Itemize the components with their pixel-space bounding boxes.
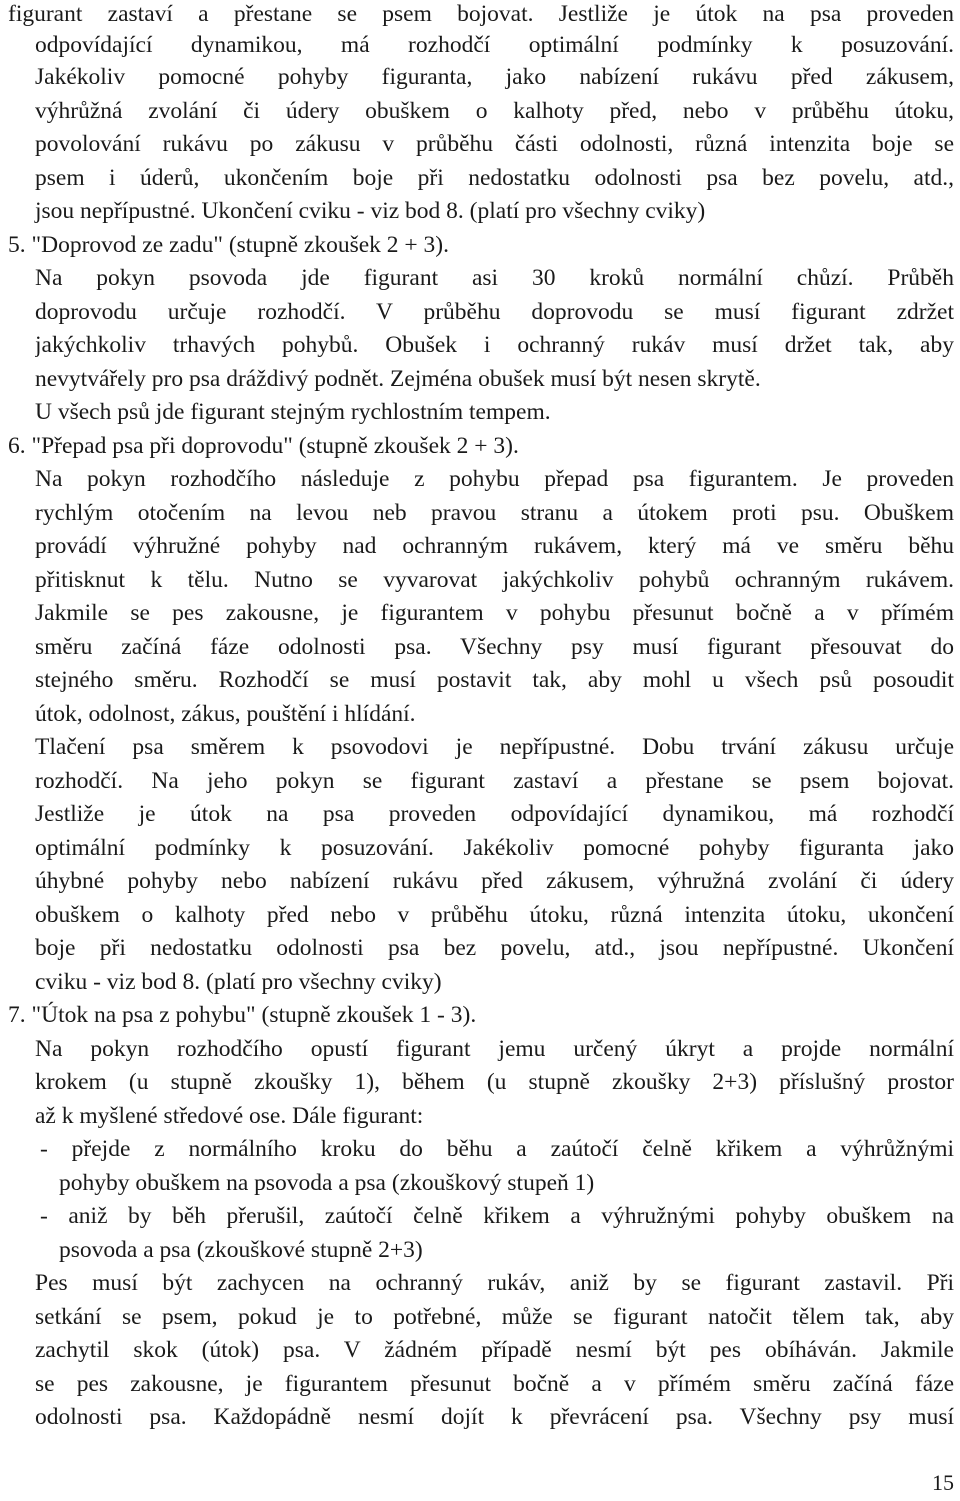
text-line: cviku - viz bod 8. (platí pro všechny cviky) xyxy=(35,969,442,995)
text-line: psem i úderů, ukončením boje při nedostatku odolnosti psa bez povelu, atd., xyxy=(35,165,954,191)
text-line: stejného směru. Rozhodčí se musí postavit tak, aby mohl u všech psů posoudit xyxy=(35,667,954,693)
text-line: provádí výhružné pohyby nad ochranným rukávem, který má ve směru běhu xyxy=(35,533,954,559)
text-line: zachytil skok (útok) psa. V žádném případě nesmí být pes obíháván. Jakmile xyxy=(35,1337,954,1363)
text-line: Pes musí být zachycen na ochranný rukáv, aniž by se figurant zastavil. Při xyxy=(35,1270,954,1296)
text-line: Tlačení psa směrem k psovodovi je nepřípustné. Dobu trvání zákusu určuje xyxy=(35,734,954,760)
text-line: optimální podmínky k posuzování. Jakékoliv pomocné pohyby figuranta jako xyxy=(35,835,954,861)
text-line: setkání se psem, pokud je to potřebné, může se figurant natočit tělem tak, aby xyxy=(35,1304,954,1330)
text-line: až k myšlené středové ose. Dále figurant: xyxy=(35,1103,424,1129)
text-line: jakýchkoliv trhavých pohybů. Obušek i ochranný rukáv musí držet tak, aby xyxy=(35,332,954,358)
text-line: odolnosti psa. Každopádně nesmí dojít k převrácení psa. Všechny psy musí xyxy=(35,1404,954,1430)
list-item: - aniž by běh přerušil, zaútočí čelně křikem a výhružnými pohyby obuškem na xyxy=(40,1203,954,1229)
text-line: útok, odolnost, zákus, pouštění i hlídání. xyxy=(35,701,416,727)
page-number: 15 xyxy=(932,1470,954,1495)
text-line: Jakmile se pes zakousne, je figurantem v pohybu přesunut bočně a v přímém xyxy=(35,600,954,626)
list-item-continuation: psovoda a psa (zkouškové stupně 2+3) xyxy=(59,1237,423,1263)
text-line: odpovídající dynamikou, má rozhodčí optimální podmínky k posuzování. xyxy=(35,32,954,58)
text-line: nevytvářely pro psa dráždivý podnět. Zejména obušek musí být nesen skrytě. xyxy=(35,366,761,392)
text-line: Na pokyn rozhodčího opustí figurant jemu určený úkryt a projde normální xyxy=(35,1036,954,1062)
list-item: - přejde z normálního kroku do běhu a zaútočí čelně křikem a výhrůžnými xyxy=(40,1136,954,1162)
text-line: boje při nedostatku odolnosti psa bez povelu, atd., jsou nepřípustné. Ukončení xyxy=(35,935,954,961)
text-line: obuškem o kalhoty před nebo v průběhu útoku, různá intenzita útoku, ukončení xyxy=(35,902,954,928)
list-item-continuation: pohyby obuškem na psovoda a psa (zkouškový stupeň 1) xyxy=(59,1170,595,1196)
text-line: U všech psů jde figurant stejným rychlostním tempem. xyxy=(35,399,551,425)
text-line: Na pokyn rozhodčího následuje z pohybu přepad psa figurantem. Je proveden xyxy=(35,466,954,492)
text-line: Jestliže je útok na psa proveden odpovídající dynamikou, má rozhodčí xyxy=(35,801,954,827)
text-line: povolování rukávu po zákusu v průběhu části odolnosti, různá intenzita boje se xyxy=(35,131,954,157)
text-line: jsou nepřípustné. Ukončení cviku - viz bod 8. (platí pro všechny cviky) xyxy=(35,198,706,224)
text-line: doprovodu určuje rozhodčí. V průběhu doprovodu se musí figurant zdržet xyxy=(35,299,954,325)
text-line: Jakékoliv pomocné pohyby figuranta, jako nabízení rukávu před zákusem, xyxy=(35,64,954,90)
section-heading: 7. "Útok na psa z pohybu" (stupně zkoušek 1 - 3). xyxy=(8,1002,477,1028)
text-line: přitisknut k tělu. Nutno se vyvarovat jakýchkoliv pohybů ochranným rukávem. xyxy=(35,567,954,593)
section-heading: 6. "Přepad psa při doprovodu" (stupně zkoušek 2 + 3). xyxy=(8,433,519,459)
text-line: krokem (u stupně zkoušky 1), během (u stupně zkoušky 2+3) příslušný prostor xyxy=(35,1069,954,1095)
text-line: rozhodčí. Na jeho pokyn se figurant zastaví a přestane se psem bojovat. xyxy=(35,768,954,794)
text-line: figurant zastaví a přestane se psem bojovat. Jestliže je útok na psa proveden xyxy=(8,1,954,27)
text-line: rychlým otočením na levou neb pravou stranu a útokem proti psu. Obuškem xyxy=(35,500,954,526)
text-line: směru začíná fáze odolnosti psa. Všechny psy musí figurant přesouvat do xyxy=(35,634,954,660)
text-line: Na pokyn psovoda jde figurant asi 30 kroků normální chůzí. Průběh xyxy=(35,265,954,291)
text-line: úhybné pohyby nebo nabízení rukávu před zákusem, výhružná zvolání či údery xyxy=(35,868,954,894)
section-heading: 5. "Doprovod ze zadu" (stupně zkoušek 2 + 3). xyxy=(8,232,449,258)
text-line: se pes zakousne, je figurantem přesunut bočně a v přímém směru začíná fáze xyxy=(35,1371,954,1397)
text-line: výhrůžná zvolání či údery obuškem o kalhoty před, nebo v průběhu útoku, xyxy=(35,98,954,124)
